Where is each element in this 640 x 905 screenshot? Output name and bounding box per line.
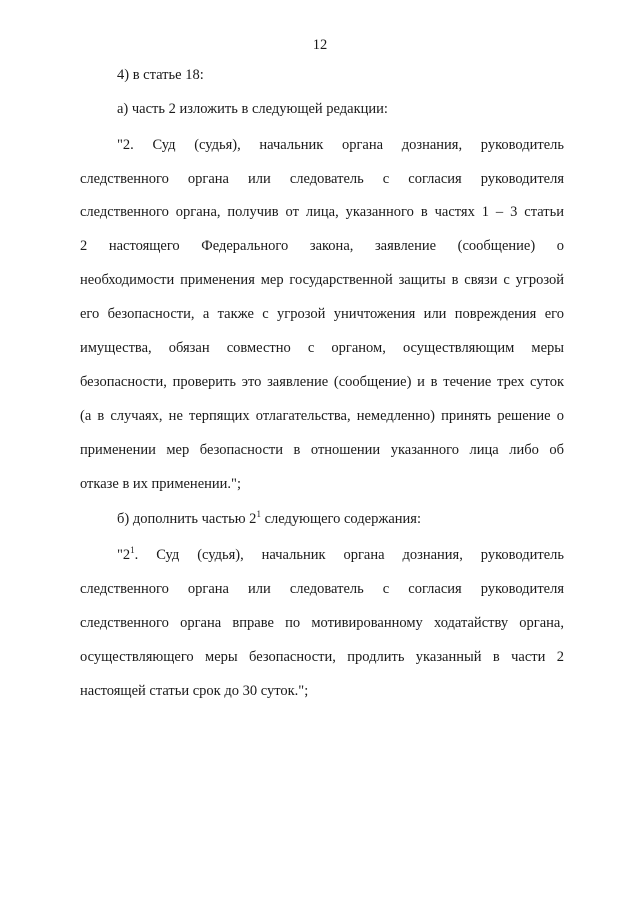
quote1-line-2: следственного органа или следователь с согласия руководителя [80,171,564,187]
quote1-line-8: безопасности, проверить это заявление (сообщение) и в течение трех суток [80,374,564,390]
quote2-line-3: следственного органа вправе по мотивированному ходатайству органа, [80,615,564,631]
quote1-line-6: его безопасности, а также с угрозой уничтожения или повреждения его [80,306,564,322]
quote2-line-1: "$2^1$. Суд (судья), начальник органа дознания, руководитель [117,545,564,563]
page-number: 12 [312,37,328,53]
quote1-line-7: имущества, обязан совместно с органом, осуществляющим меры [80,340,564,356]
subitem-a: а) часть 2 изложить в следующей редакции: [117,101,388,117]
quote1-line-10: применении мер безопасности в отношении указанного лица либо об [80,442,564,458]
quote1-line-11: отказе в их применении."; [80,476,241,492]
quote2-line-5: настоящей статьи срок до 30 суток."; [80,683,309,699]
quote1-line-9: (а в случаях, не терпящих отлагательства, немедленно) принять решение о [80,408,564,424]
subitem-b: б) дополнить частью $2^1$ следующего содержания: [117,509,422,527]
quote1-line-4: 2 настоящего Федерального закона, заявление (сообщение) о [80,238,564,254]
quote2-line-2: следственного органа или следователь с согласия руководителя [80,581,564,597]
quote2-line-4: осуществляющего меры безопасности, продлить указанный в части 2 [80,649,564,665]
quote1-line-5: необходимости применения мер государственной защиты в связи с угрозой [80,272,564,288]
quote1-line-3: следственного органа, получив от лица, указанного в частях 1 – 3 статьи [80,204,564,220]
quote1-line-1: "2. Суд (судья), начальник органа дознания, руководитель [117,137,564,153]
amendment-item-4: 4) в статье 18: [117,67,204,83]
